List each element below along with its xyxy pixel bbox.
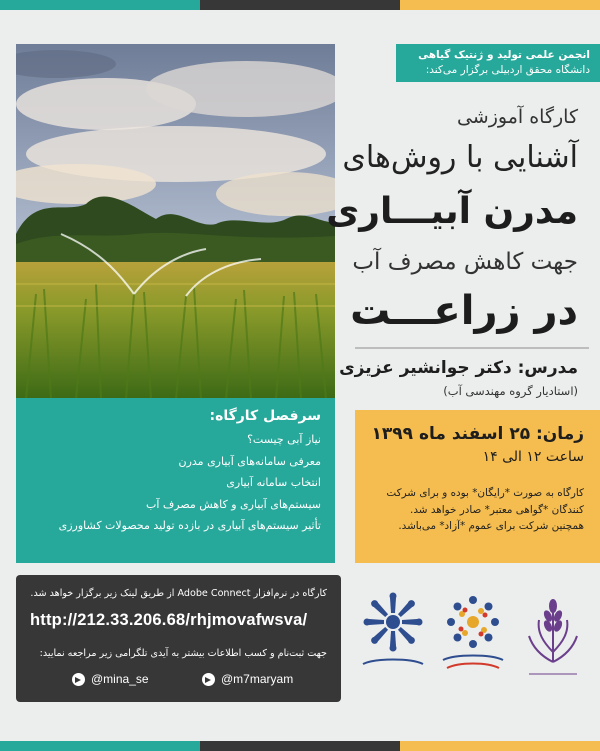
telegram-icon — [202, 673, 215, 686]
schedule-info-line: کنندگان *گواهی معتبر* صادر خواهد شد. — [410, 503, 584, 516]
schedule-box — [355, 410, 600, 563]
instructor-block — [339, 358, 578, 398]
platform-text: کارگاه در نرم‌افزار Adobe Connect از طریق لینک زیر برگزار خواهد شد. — [30, 588, 327, 599]
outline-item: تأثیر سیستم‌های آبیاری در بازده تولید محصولات کشاورزی — [58, 519, 321, 533]
title-line-agriculture: در زراعـــت — [350, 288, 578, 334]
title-line-water-saving: جهت کاهش مصرف آب — [352, 249, 578, 275]
wheat-emblem-logo — [515, 592, 591, 702]
cornfield-irrigation-photo — [16, 44, 335, 399]
title-line-modern-irrigation: مدرن آبیـــاری — [326, 191, 578, 232]
organizer-host: دانشگاه محقق اردبیلی برگزار می‌کند: — [425, 64, 590, 76]
outline-box — [16, 398, 335, 563]
outline-item: معرفی سامانه‌های آبیاری مدرن — [178, 454, 321, 468]
student-association-logo — [435, 592, 511, 702]
instructor-name: مدرس: دکتر جوانشیر عزیزی — [339, 358, 578, 378]
telegram-handles — [16, 672, 341, 696]
title-divider — [355, 347, 589, 349]
telegram-icon — [72, 673, 85, 686]
schedule-info-line: کارگاه به صورت *رایگان* بوده و برای شرکت — [386, 487, 584, 499]
university-cultural-affairs-logo — [355, 592, 431, 702]
logos-row — [355, 592, 593, 712]
schedule-date: زمان: ۲۵ اسفند ماه ۱۳۹۹ — [371, 424, 584, 444]
telegram-handle-text: @m7maryam — [221, 672, 294, 686]
telegram-handle-text: @mina_se — [91, 672, 149, 686]
outline-item: نیاز آبی چیست؟ — [247, 433, 321, 446]
workshop-link[interactable]: http://212.33.206.68/rhjmovafwsva/ — [30, 611, 308, 629]
schedule-time: ساعت ۱۲ الی ۱۴ — [482, 449, 584, 465]
instructor-role: (استادیار گروه مهندسی آب) — [443, 384, 578, 398]
workshop-label: کارگاه آموزشی — [456, 106, 578, 128]
organizer-name: انجمن علمی تولید و ژنتیک گیاهی — [418, 49, 590, 61]
bottom-color-bar — [0, 741, 600, 751]
telegram-handle-maryam[interactable] — [202, 672, 293, 686]
schedule-info — [367, 485, 584, 535]
telegram-handle-mina[interactable] — [72, 672, 149, 686]
organizer-box — [396, 44, 600, 82]
outline-heading: سرفصل کارگاه: — [209, 408, 321, 424]
top-color-bar — [0, 0, 600, 10]
outline-item: انتخاب سامانه آبیاری — [226, 476, 321, 490]
schedule-info-line: همچنین شرکت برای عموم *آزاد* می‌باشد. — [398, 520, 584, 532]
online-info-box — [16, 575, 341, 702]
registration-text: جهت ثبت‌نام و کسب اطلاعات بیشتر به آیدی تلگرامی زیر مراجعه نمایید: — [39, 648, 327, 659]
title-line-intro: آشنایی با روش‌های — [342, 140, 578, 175]
outline-item: سیستم‌های آبیاری و کاهش مصرف آب — [146, 497, 321, 511]
